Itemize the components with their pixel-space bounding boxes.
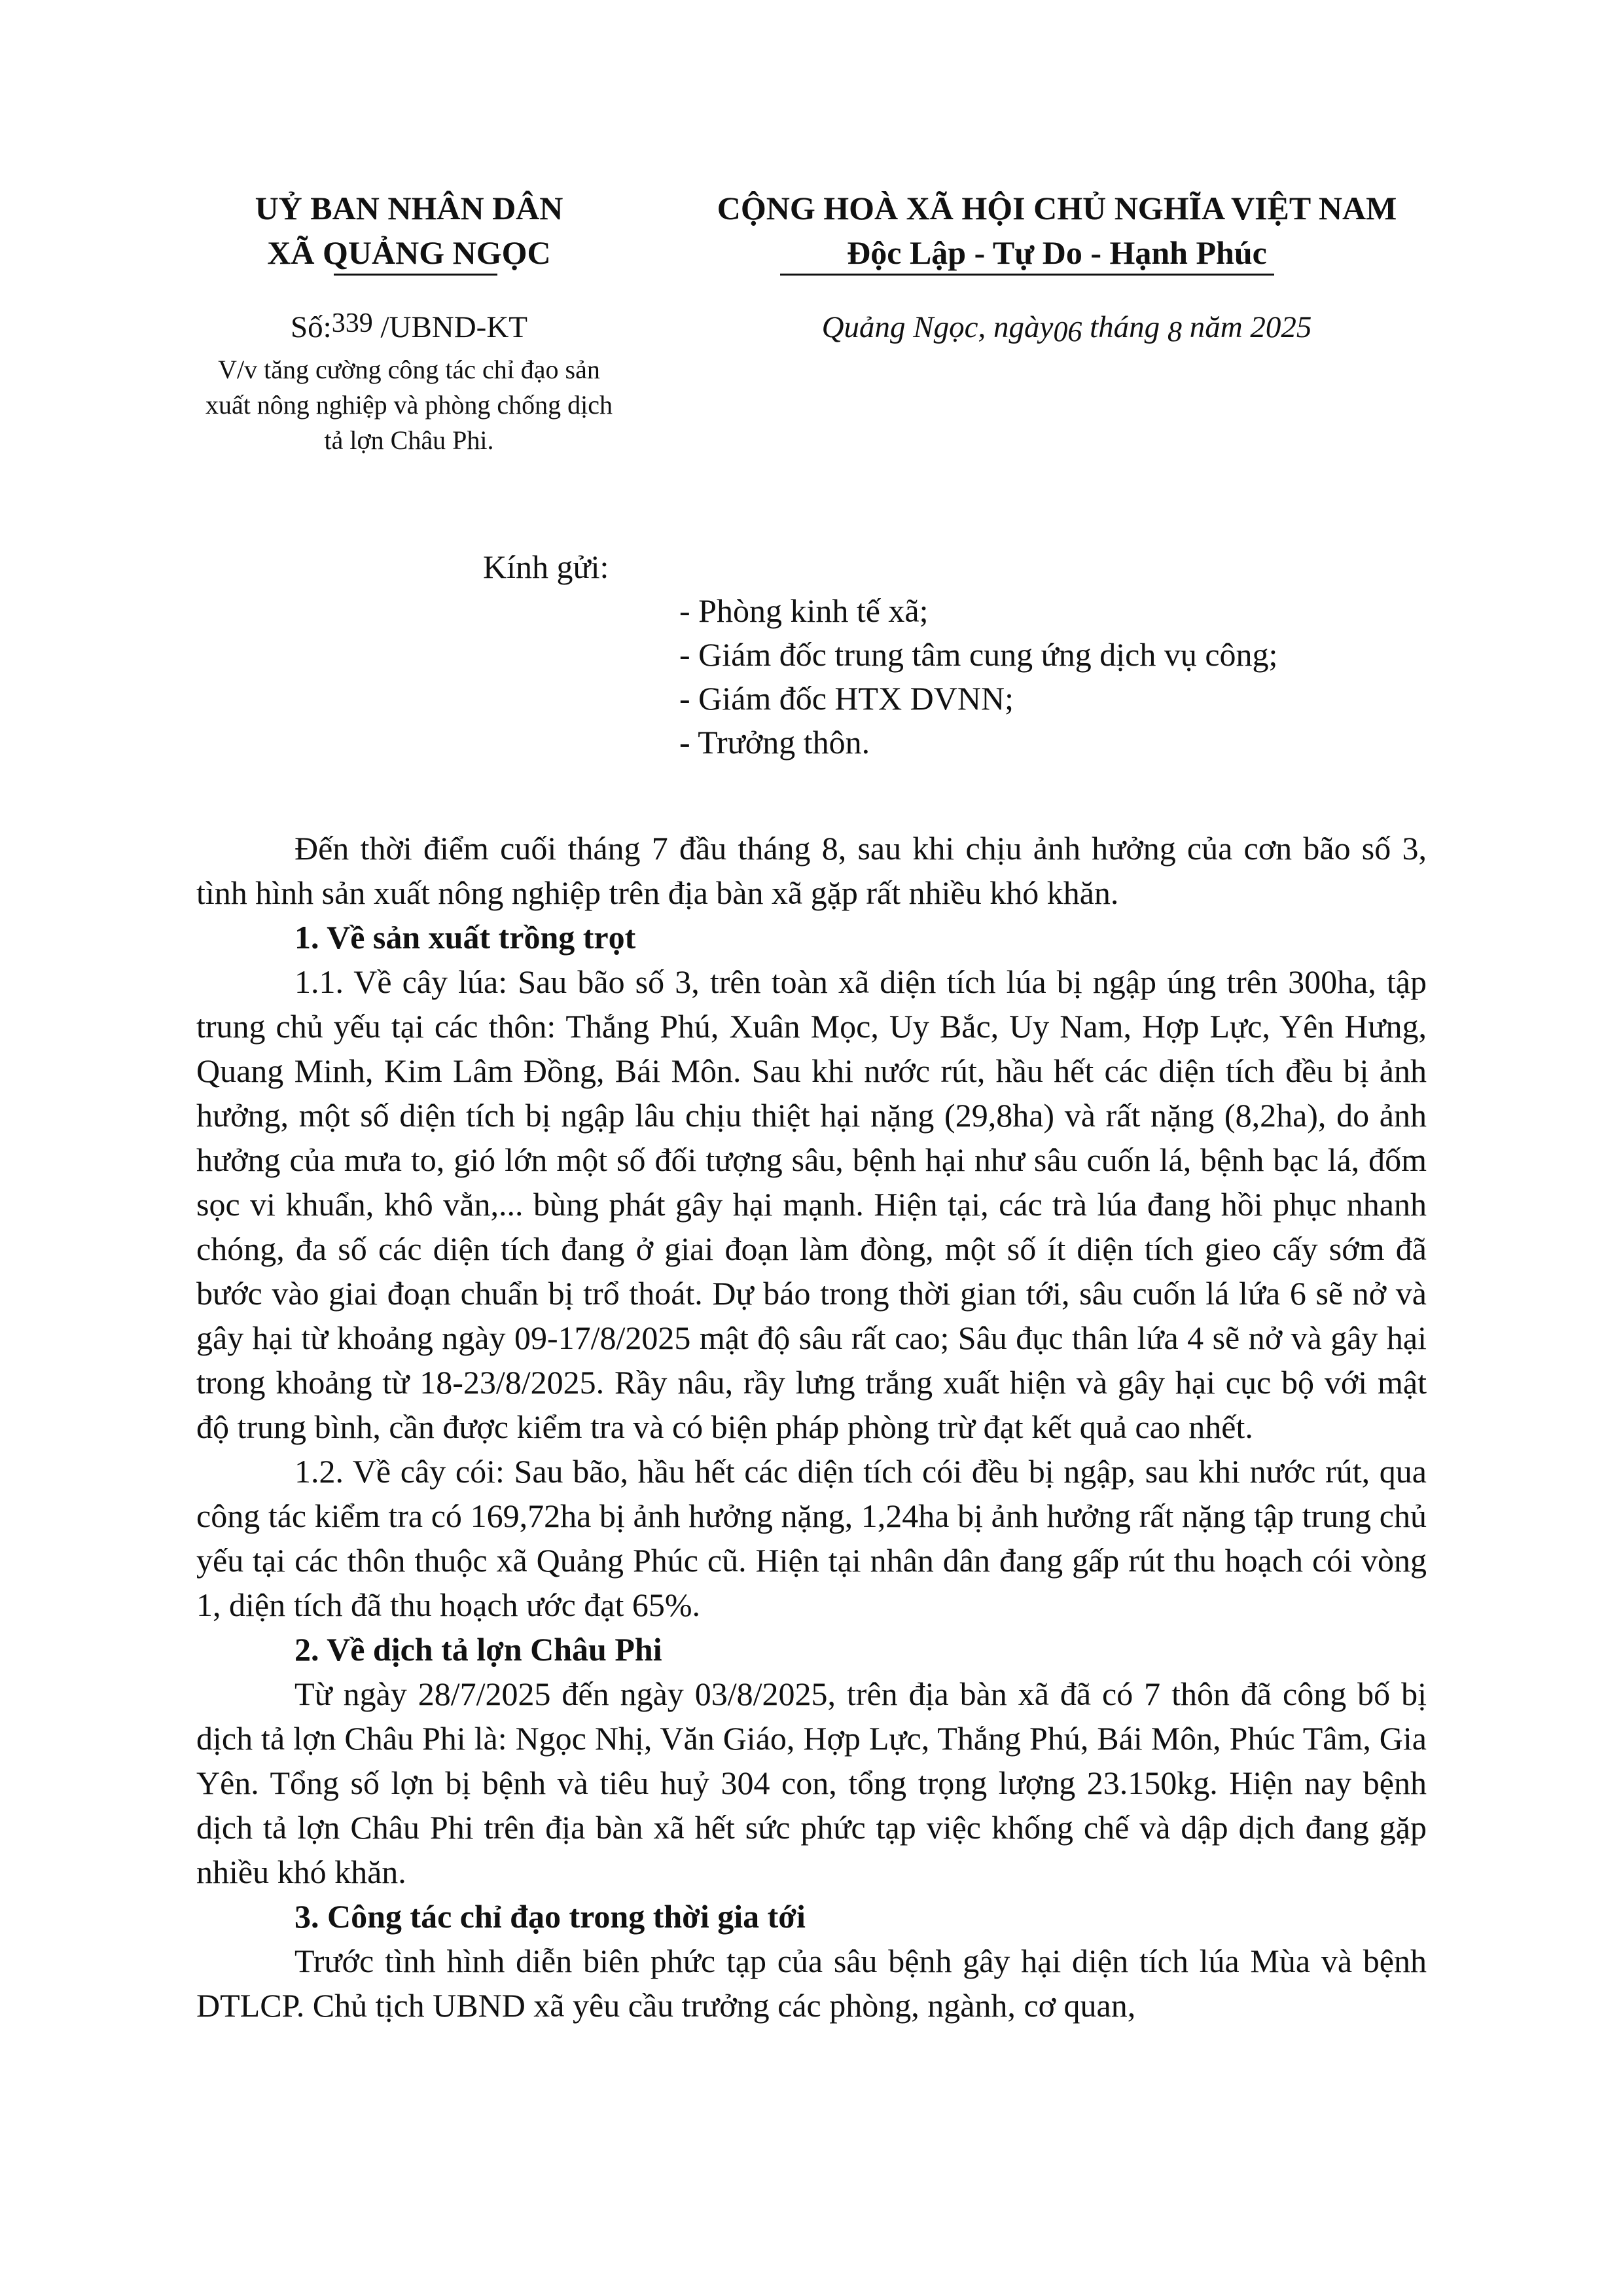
date-month: 8 — [1167, 315, 1182, 348]
doc-number-prefix: Số: — [291, 310, 332, 344]
document-body — [196, 826, 1427, 2028]
intro-paragraph: Đến thời điểm cuối tháng 7 đầu tháng 8, sau khi chịu ảnh hưởng của cơn bão số 3, tình hình sản xuất nông nghiệp trên địa bàn xã gặp rất nhiều khó khăn. — [196, 830, 1427, 911]
section-2-paragraph: Từ ngày 28/7/2025 đến ngày 03/8/2025, trên địa bàn xã đã có 7 thôn đã công bố bị dịch tả lợn Châu Phi là: Ngọc Nhị, Văn Giáo, Hợp Lực, Thắng Phú, Bái Môn, Phúc Tâm, Gia Yên. Tổng số lợn bị bệnh và tiêu huỷ 304 con, tổng trọng lượng 23.150kg. Hiện nay bệnh dịch tả lợn Châu Phi trên địa bàn xã hết sức phức tạp việc khống chế và dập dịch đang gặp nhiều khó khăn. — [196, 1676, 1427, 1890]
recipients-label: Kính gửi: — [483, 548, 609, 585]
doc-number-value: 339 — [331, 308, 373, 338]
section-3-paragraph: Trước tình hình diễn biên phức tạp của sâu bệnh gây hại diện tích lúa Mùa và bệnh DTLCP. Chủ tịch UBND xã yêu cầu trưởng các phòng, ngành, cơ quan, — [196, 1943, 1427, 2024]
date-month-label: tháng — [1082, 310, 1168, 344]
commune-name: XÃ QUẢNG NGỌC — [267, 234, 551, 271]
section-2-heading: 2. Về dịch tả lợn Châu Phi — [294, 1631, 662, 1668]
national-title: CỘNG HOÀ XÃ HỘI CHỦ NGHĨA VIỆT NAM — [717, 190, 1397, 226]
doc-number-suffix: /UBND-KT — [372, 310, 527, 344]
divider-right — [780, 274, 1274, 276]
date-prefix: Quảng Ngọc, ngày — [821, 310, 1054, 344]
section-1-1-paragraph: 1.1. Về cây lúa: Sau bão số 3, trên toàn xã diện tích lúa bị ngập úng trên 300ha, tập trung chủ yếu tại các thôn: Thắng Phú, Xuân Mọc, Uy Bắc, Uy Nam, Hợp Lực, Yên Hưng, Quang Minh, Kim Lâm Đồng, Bái Môn. Sau khi nước rút, hầu hết các diện tích đều bị ảnh hưởng, một số diện tích bị ngập lâu chịu thiệt hại nặng (29,8ha) và rất nặng (8,2ha), do ảnh hưởng của mưa to, gió lớn một số đối tượng sâu, bệnh hại như sâu cuốn lá, bệnh bạc lá, đốm sọc vi khuẩn, khô vằn,... bùng phát gây hại mạnh. Hiện tại, các trà lúa đang hồi phục nhanh chóng, đa số các diện tích đang ở giai đoạn làm đòng, một số ít diện tích gieo cấy sớm đã bước vào giai đoạn chuẩn bị trổ thoát. Dự báo trong thời gian tới, sâu cuốn lá lứa 6 sẽ nở và gây hại từ khoảng ngày 09-17/8/2025 mật độ sâu rất cao; Sâu đục thân lứa 4 sẽ nở và gây hại trong khoảng từ 18-23/8/2025. Rầy nâu, rầy lưng trắng xuất hiện và gây hại cục bộ với mật độ trung bình, cần được kiểm tra và có biện pháp phòng trừ đạt kết quả cao nhết. — [196, 963, 1427, 1445]
section-1-2-paragraph: 1.2. Về cây cói: Sau bão, hầu hết các diện tích cói đều bị ngập, sau khi nước rút, qua công tác kiểm tra có 169,72ha bị ảnh hưởng nặng, 1,24ha bị ảnh hưởng rất nặng tập trung chủ yếu tại các thôn thuộc xã Quảng Phúc cũ. Hiện tại nhân dân đang gấp rút thu hoạch cói vòng 1, diện tích đã thu hoạch ước đạt 65%. — [196, 1453, 1427, 1623]
recipient-item: - Phòng kinh tế xã; — [679, 592, 929, 629]
document-date — [654, 308, 1479, 348]
document-number — [196, 308, 622, 348]
recipient-item: - Giám đốc HTX DVNN; — [679, 680, 1014, 717]
date-year: năm 2025 — [1181, 310, 1312, 344]
section-1-heading: 1. Về sản xuất trồng trọt — [294, 919, 636, 956]
document-subject: V/v tăng cường công tác chỉ đạo sản xuất nông nghiệp và phòng chống dịch tả lợn Châu Phi. — [205, 355, 613, 455]
national-motto: Độc Lập - Tự Do - Hạnh Phúc — [847, 234, 1267, 271]
recipients-list — [679, 589, 1277, 764]
recipient-item: - Giám đốc trung tâm cung ứng dịch vụ công; — [679, 636, 1278, 673]
issuing-authority: UỶ BAN NHÂN DÂN — [255, 190, 563, 226]
date-day: 06 — [1053, 315, 1082, 348]
recipient-item: - Trưởng thôn. — [679, 724, 870, 761]
section-3-heading: 3. Công tác chỉ đạo trong thời gia tới — [294, 1898, 806, 1935]
divider-left — [334, 274, 497, 276]
